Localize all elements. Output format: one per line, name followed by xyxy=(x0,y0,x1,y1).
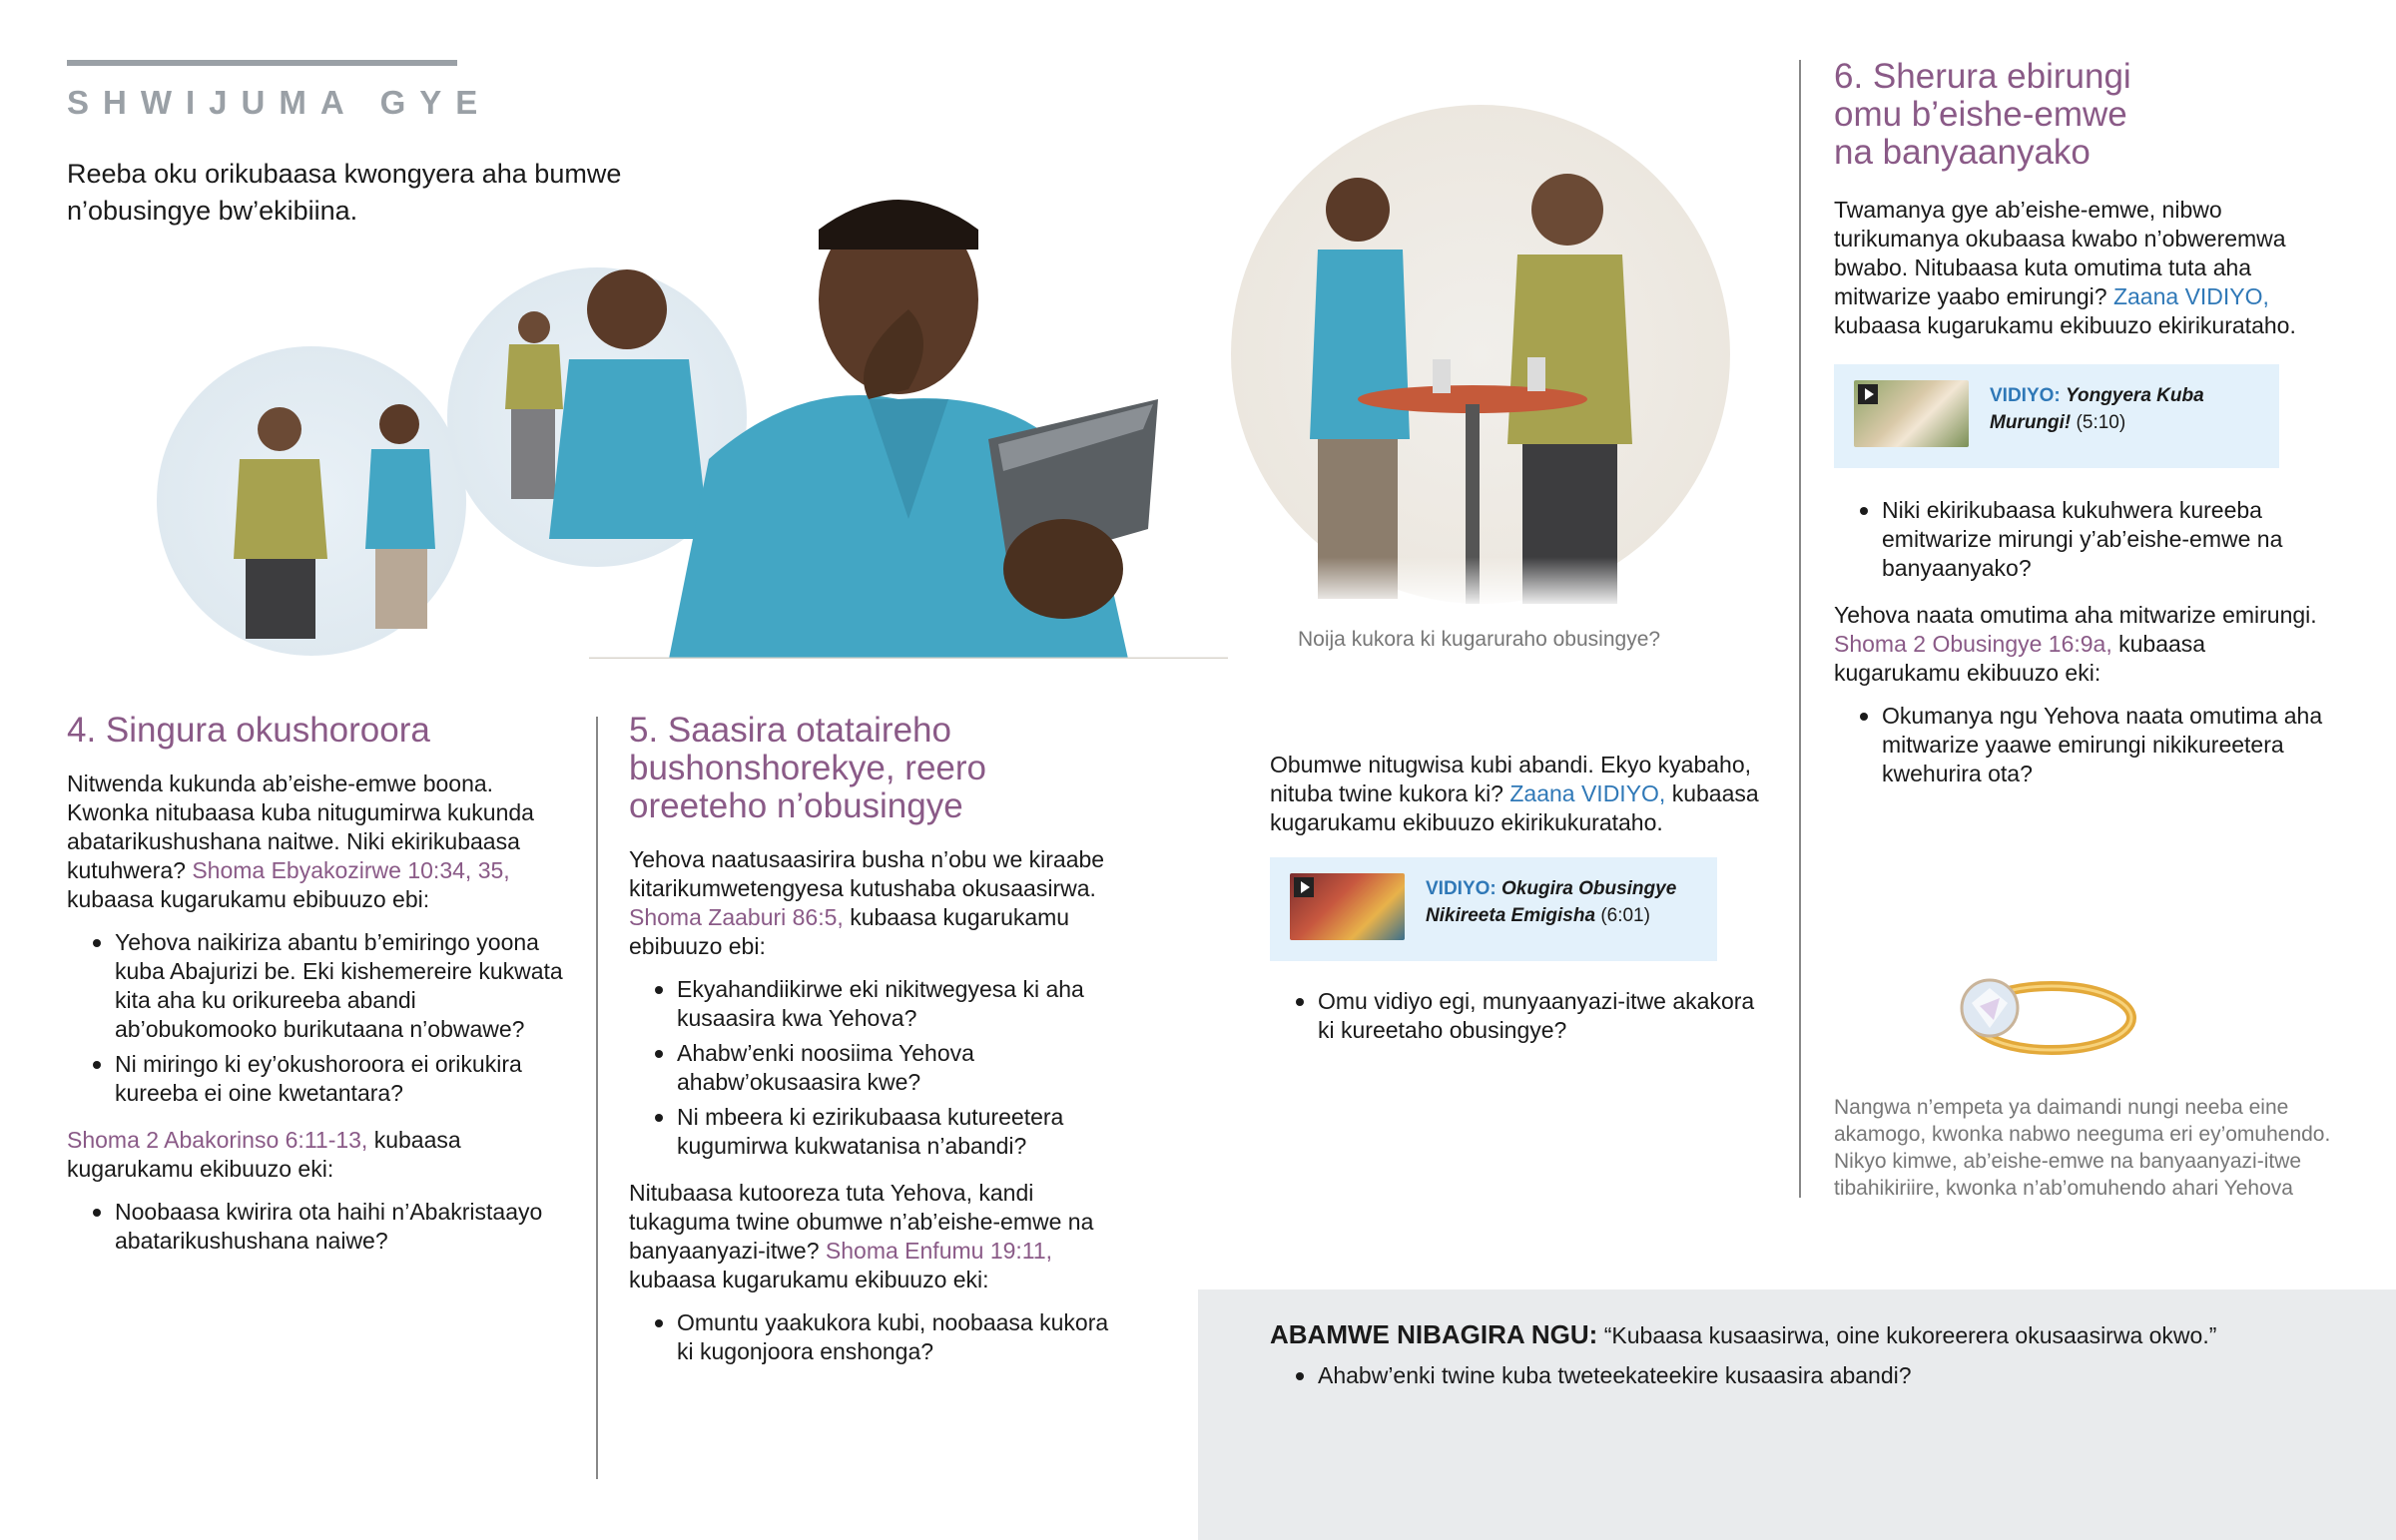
video-link[interactable]: Zaana VIDIYO, xyxy=(2112,283,2269,309)
question-list xyxy=(1270,1361,2318,1396)
section-6 xyxy=(1834,58,2333,794)
video-card[interactable] xyxy=(1270,857,1717,961)
section-4-heading: 4. Singura okushoroora xyxy=(67,711,430,750)
scripture-link[interactable]: Shoma 2 Obusingye 16:9a, xyxy=(1834,631,2112,657)
video-link[interactable]: Zaana VIDIYO, xyxy=(1509,780,1666,806)
question-item: Yehova naikiriza abantu b’emiringo yoona kuba Abajurizi be. Eki kishemereire kukwata kita aha ku orikureeba abandi ab’obukomooko burikutaana n’obwawe? xyxy=(67,928,566,1044)
section-5-paragraph: Nitubaasa kutooreza tuta Yehova, kandi tukaguma twine obumwe n’ab’eishe-emwe na banyaanyazi-itwe? Shoma Enfumu 19:11, kubaasa kugarukamu ekibuuzo eki: xyxy=(629,1180,1094,1292)
section-5-paragraph: Yehova naatusaasirira busha n’obu we kiraabe kitarikumwetengyesa kutushaba okusaasirwa. Shoma Zaaburi 86:5, kubaasa kugarukamu ebibuuzo ebi: xyxy=(629,846,1105,959)
scripture-link[interactable]: Shoma 2 Abakorinso 6:11-13, xyxy=(67,1127,368,1153)
play-icon[interactable] xyxy=(1294,877,1314,897)
video-thumbnail[interactable] xyxy=(1854,380,1969,447)
question-list xyxy=(1270,987,1769,1045)
illustration xyxy=(150,100,1747,659)
scene-argument xyxy=(157,346,466,656)
question-item: Ekyahandiikirwe eki nikitwegyesa ki aha kusaasira kwa Yehova? xyxy=(629,975,1128,1033)
question-item: Noobaasa kwirira ota haihi n’Abakristaayo abatarikushushana naiwe? xyxy=(67,1198,566,1256)
column-divider xyxy=(1799,60,1801,1198)
illustration-caption: Noija kukora ki kugaruraho obusingye? xyxy=(1298,628,1661,651)
video-card[interactable] xyxy=(1834,364,2279,468)
question-item: Niki ekirikubaasa kukuhwera kureeba emitwarize mirungi y’ab’eishe-emwe na banyaanyako? xyxy=(1834,496,2333,583)
middle-paragraph: Obumwe nitugwisa kubi abandi. Ekyo kyabaho, nituba twine kukora ki? Zaana VIDIYO, kubaasa kugarukamu ekibuuzo ekirikukurataho. xyxy=(1270,752,1759,835)
header-rule xyxy=(67,60,457,66)
section-5 xyxy=(629,712,1128,1372)
question-list xyxy=(1834,496,2333,583)
middle-column xyxy=(1270,751,1769,1051)
question-item: Omu vidiyo egi, munyaanyazi-itwe akakora ki kureetaho obusingye? xyxy=(1270,987,1769,1045)
intro-text: Reeba oku orikubaasa kwongyera aha bumwe n’obusingye bw’ekibiina. xyxy=(67,159,622,226)
section-4 xyxy=(67,712,566,1262)
section-5-heading: 5. Saasira otataireho bushonshorekye, reero oreeteho n’obusingye xyxy=(629,711,986,825)
question-list xyxy=(1834,702,2333,788)
section-6-paragraph: Twamanya gye ab’eishe-emwe, nibwo turikumanya okubaasa kwabo n’obweremwa bwabo. Nitubaasa kuta omutima tuta aha mitwarize yaabo emirungi? Zaana VIDIYO, kubaasa kugarukamu ekibuuzo ekirikurataho. xyxy=(1834,197,2296,338)
question-item: Omuntu yaakukora kubi, noobaasa kukora ki kugonjoora enshonga? xyxy=(629,1308,1128,1366)
question-item: Okumanya ngu Yehova naata omutima aha mitwarize yaawe emirungi nikikureetera kwehurira ota? xyxy=(1834,702,2333,788)
question-list xyxy=(629,1308,1128,1366)
video-title: VIDIYO: Okugira Obusingye Nikireeta Emigisha (6:01) xyxy=(1426,878,1677,926)
scene-making-peace xyxy=(1228,105,1730,609)
diamond-ring-image xyxy=(1942,958,2141,1078)
play-icon[interactable] xyxy=(1858,384,1878,404)
footer-box xyxy=(1198,1289,2396,1540)
video-thumbnail[interactable] xyxy=(1290,873,1405,940)
question-item: Ni mbeera ki ezirikubaasa kutureetera kugumirwa kukwatanisa n’abandi? xyxy=(629,1103,1128,1161)
question-list xyxy=(67,1198,566,1256)
question-item: Ahabw’enki twine kuba tweteekateekire kusaasira abandi? xyxy=(1270,1361,2318,1390)
ring-caption: Nangwa n’empeta ya daimandi nungi neeba eine akamogo, kwonka nabwo neeguma eri ey’omuhendo. Nikyo kimwe, ab’eishe-emwe na banyaanyazi-itwe tibahikiriire, kwonka n’ab’omuhendo ahari Yehova xyxy=(1834,1096,2331,1200)
section-4-paragraph: Nitwenda kukunda ab’eishe-emwe boona. Kwonka nitubaasa kuba nitugumirwa kukunda abatarikushushana naitwe. Niki ekirikubaasa kutuhwera? Shoma Ebyakozirwe 10:34, 35, kubaasa kugarukamu ebibuuzo ebi: xyxy=(67,770,534,912)
section-6-heading: 6. Sherura ebirungi omu b’eishe-emwe na banyaanyako xyxy=(1834,57,2131,172)
question-list xyxy=(67,928,566,1108)
question-item: Ni miringo ki ey’okushoroora ei orikukira kureeba ei oine kwetantara? xyxy=(67,1050,566,1108)
section-4-paragraph: Shoma 2 Abakorinso 6:11-13, kubaasa kugarukamu ekibuuzo eki: xyxy=(67,1127,461,1182)
question-item: Ahabw’enki noosiima Yehova ahabw’okusaasira kwe? xyxy=(629,1039,1128,1097)
section-title: SHWIJUMA GYE xyxy=(67,84,492,121)
column-divider xyxy=(596,717,598,1479)
scripture-link[interactable]: Shoma Enfumu 19:11, xyxy=(825,1238,1053,1264)
question-list xyxy=(629,975,1128,1161)
scripture-link[interactable]: Shoma Ebyakozirwe 10:34, 35, xyxy=(192,857,510,883)
scripture-link[interactable]: Shoma Zaaburi 86:5, xyxy=(629,904,844,930)
video-title: VIDIYO: Yongyera Kuba Murungi! (5:10) xyxy=(1990,385,2204,433)
footer-quote: ABAMWE NIBAGIRA NGU: “Kubaasa kusaasirwa, oine kukoreerera okusaasirwa okwo.” xyxy=(1270,1319,2217,1349)
section-6-paragraph: Yehova naata omutima aha mitwarize emirungi. Shoma 2 Obusingye 16:9a, kubaasa kugarukamu ekibuuzo eki: xyxy=(1834,602,2317,686)
